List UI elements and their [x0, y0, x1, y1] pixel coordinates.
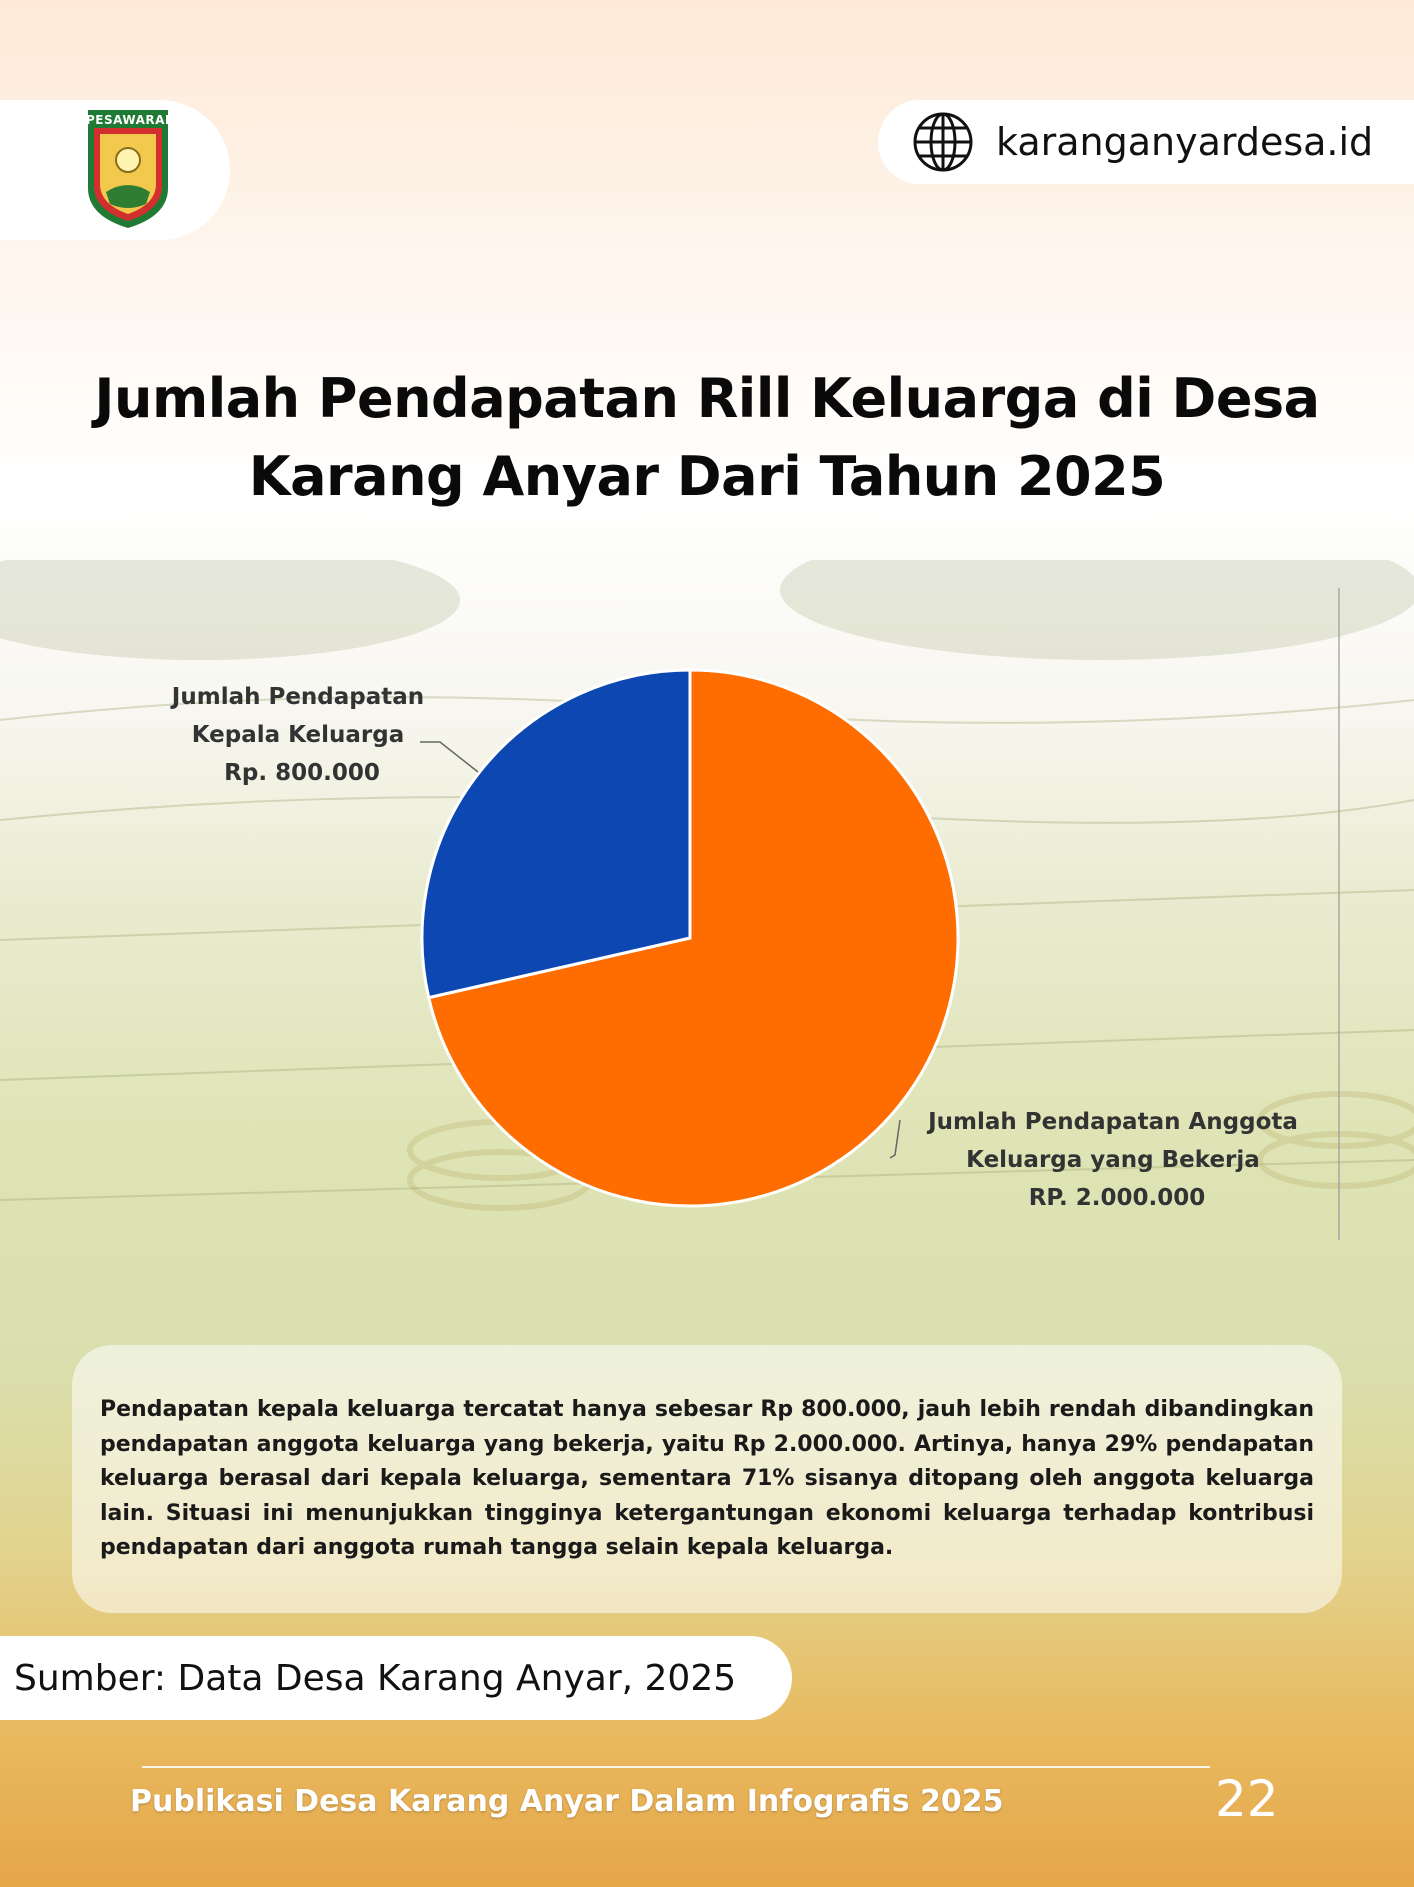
slice-label-working-members: Jumlah Pendapatan Anggota Keluarga yang Bekerja RP. 2.000.000 — [928, 1109, 1298, 1211]
title-line-1: Jumlah Pendapatan Rill Keluarga di Desa — [94, 367, 1320, 430]
globe-icon — [912, 111, 974, 173]
leader-line-working-members — [890, 1120, 900, 1158]
footer-divider — [142, 1766, 1210, 1768]
pie-slice-head-of-family — [422, 670, 690, 998]
footer-publication-title: Publikasi Desa Karang Anyar Dalam Infografis 2025 — [130, 1784, 1004, 1819]
leader-line-head-of-family — [420, 742, 478, 772]
description-text: Pendapatan kepala keluarga tercatat hanya sebesar Rp 800.000, jauh lebih rendah dibandingkan pendapatan anggota keluarga yang bekerja, yaitu Rp 2.000.000. Artinya, hanya 29% pendapatan keluarga berasal dari kepala keluarga, sementara 71% sisanya ditopang oleh anggota keluarga lain. Situasi ini menunjukkan tingginya ketergantungan ekonomi keluarga terhadap kontribusi pendapatan dari anggota rumah tangga selain kepala keluarga. — [100, 1397, 1314, 1560]
website-badge[interactable] — [878, 100, 1414, 184]
website-url[interactable]: karanganyardesa.id — [996, 120, 1374, 164]
slice-label-head-of-family: Jumlah Pendapatan Kepala Keluarga Rp. 800.000 — [171, 684, 425, 786]
title-line-2: Karang Anyar Dari Tahun 2025 — [248, 445, 1166, 508]
page-title — [40, 360, 1374, 516]
page-number: 22 — [1215, 1770, 1279, 1828]
description-panel — [72, 1345, 1342, 1613]
logo-text: PESAWARAN — [86, 113, 176, 127]
source-text: Sumber: Data Desa Karang Anyar, 2025 — [14, 1657, 737, 1699]
income-pie-chart — [0, 560, 1414, 1260]
source-badge — [0, 1636, 792, 1720]
